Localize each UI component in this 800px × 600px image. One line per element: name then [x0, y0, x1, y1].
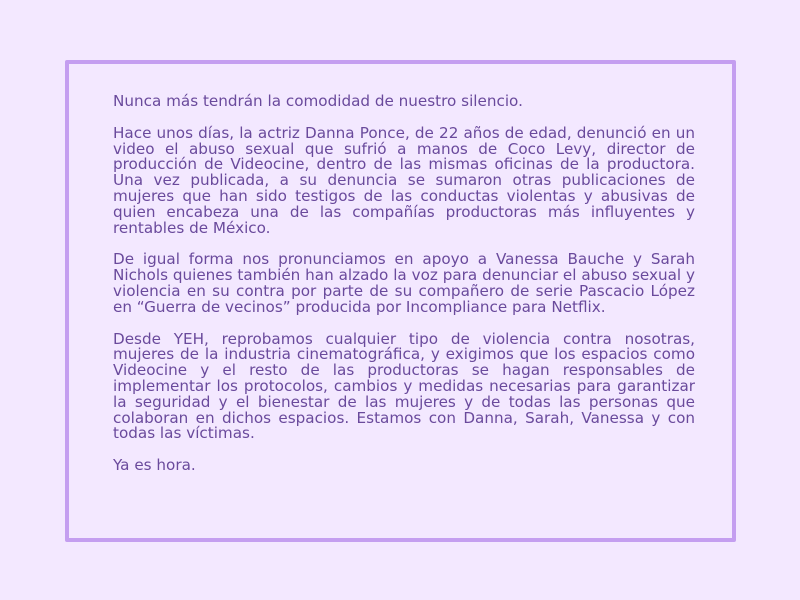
paragraph-danna-ponce: Hace unos días, la actriz Danna Ponce, de 22 años de edad, denunció en un video el abuso sexual que sufrió a manos de Coco Levy, director de producción de Videocine, dentro de las mismas oficinas de la productora. Una vez publicada, a su denuncia se sumaron otras publicaciones de mujeres que han sido testigos de las conductas violentas y abusivas de quien encabeza una de las compañías productoras más influyentes y rentables de México. — [113, 123, 695, 237]
statement-frame — [65, 60, 736, 542]
statement-text — [113, 94, 695, 490]
paragraph-vanessa-sarah: De igual forma nos pronunciamos en apoyo a Vanessa Bauche y Sarah Nichols quienes también han alzado la voz para denunciar el abuso sexual y violencia en su contra por parte de su compañero de serie Pascacio López en “Guerra de vecinos” producida por Incompliance para Netflix. — [113, 250, 695, 316]
paragraph-yeh-demands: Desde YEH, reprobamos cualquier tipo de violencia contra nosotras, mujeres de la industria cinematográfica, y exigimos que los espacios como Videocine y el resto de las productoras se hagan responsables de implementar los protocolos, cambios y medidas necesarias para garantizar la seguridad y el bienestar de las mujeres y de todas las personas que colaboran en dichos espacios. Estamos con Danna, Sarah, Vanessa y con todas las víctimas. — [113, 329, 695, 443]
closing-line: Ya es hora. — [113, 456, 196, 475]
opening-line: Nunca más tendrán la comodidad de nuestro silencio. — [113, 92, 523, 110]
